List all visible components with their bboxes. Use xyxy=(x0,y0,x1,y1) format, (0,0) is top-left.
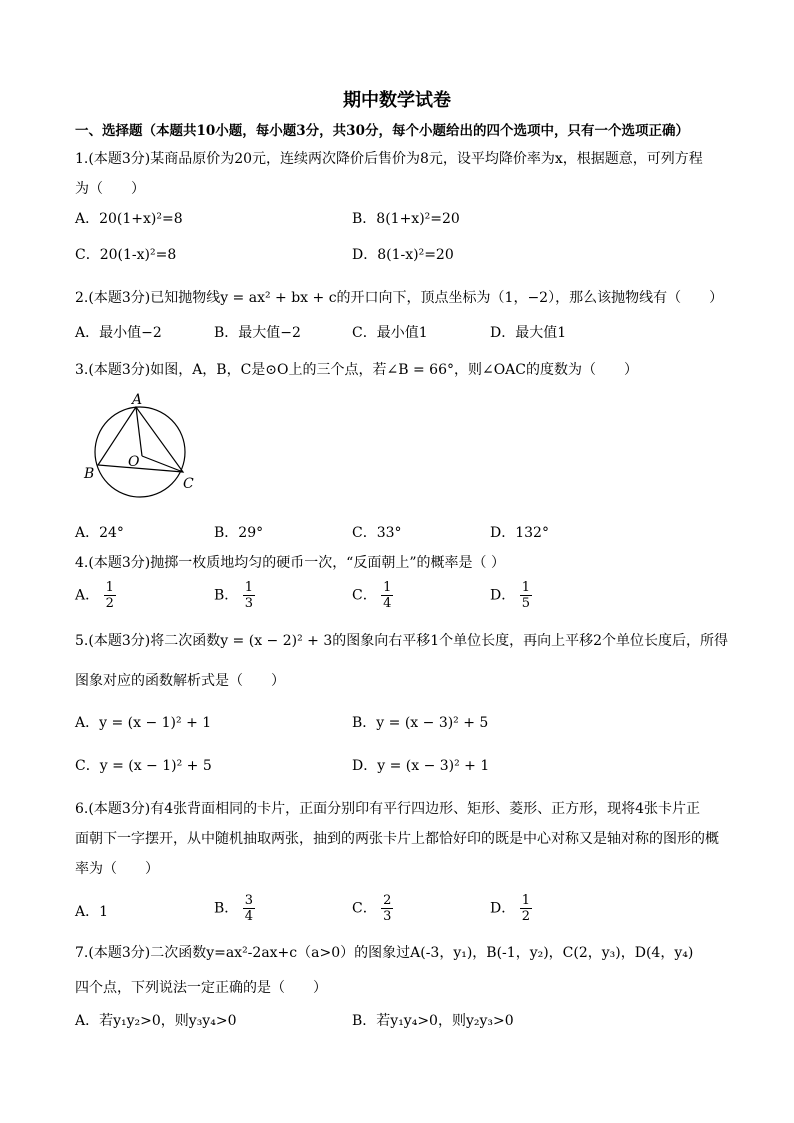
section-heading: 一、选择题（本题共10小题，每小题3分，共30分，每个小题给出的四个选项中，只有一个选项正确） xyxy=(75,123,689,139)
q6-option-c-fraction: $\frac{2}{3}$ xyxy=(383,893,392,924)
circle-o xyxy=(95,407,185,497)
question-1-text: 1.(本题3分)某商品原价为20元，连续两次降价后售价为8元，设平均降价率为x，根据题意，可列方程 xyxy=(75,151,703,167)
q4-option-d-fraction: $\frac{1}{5}$ xyxy=(521,580,530,611)
q5-option-c[interactable]: C．y = (x − 1)² + 5 xyxy=(75,758,212,774)
question-4-text: 4.(本题3分)抛掷一枚质地均匀的硬币一次，“反面朝上”的概率是（ ） xyxy=(75,555,505,571)
question-2-text: 2.(本题3分)已知抛物线y = ax² + bx + c的开口向下，顶点坐标为（1，−2），那么该抛物线有（ ） xyxy=(75,290,724,306)
q4-option-c[interactable] xyxy=(352,580,393,611)
page-title: 期中数学试卷 xyxy=(343,90,451,111)
q4-option-c-fraction: $\frac{1}{4}$ xyxy=(383,580,392,611)
q3-option-b[interactable]: B．29° xyxy=(214,525,264,541)
q4-option-d-label: D． xyxy=(490,587,516,604)
label-b: B xyxy=(84,466,95,482)
q2-option-a[interactable]: A．最小值−2 xyxy=(75,325,162,341)
q6-option-c-label: C． xyxy=(352,900,377,917)
q4-option-a-label: A． xyxy=(75,587,100,604)
label-o: O xyxy=(128,454,140,470)
q2-option-c[interactable]: C．最小值1 xyxy=(352,325,428,341)
q4-option-a-fraction: $\frac{1}{2}$ xyxy=(105,580,114,611)
q4-option-a[interactable] xyxy=(75,580,116,611)
q1-option-a[interactable]: A．20(1+x)²=8 xyxy=(75,211,183,227)
q4-option-b[interactable] xyxy=(214,580,255,611)
q4-option-b-label: B． xyxy=(214,587,239,604)
label-a: A xyxy=(132,392,143,408)
q1-option-d[interactable]: D．8(1-x)²=20 xyxy=(352,247,454,263)
q6-option-d-label: D． xyxy=(490,900,516,917)
q4-option-d[interactable] xyxy=(490,580,532,611)
circle-figure xyxy=(80,392,210,504)
question-6-text-cont2: 率为（ ） xyxy=(75,861,159,877)
q6-option-a[interactable]: A．1 xyxy=(75,904,109,920)
q6-option-d[interactable] xyxy=(490,893,532,924)
q6-option-b-fraction: $\frac{3}{4}$ xyxy=(244,893,254,924)
q6-option-b-label: B． xyxy=(214,900,239,917)
q4-option-b-fraction: $\frac{1}{3}$ xyxy=(244,580,254,611)
q4-option-c-label: C． xyxy=(352,587,377,604)
question-6-text-cont: 面朝下一字摆开，从中随机抽取两张，抽到的两张卡片上都恰好印的既是中心对称又是轴对称的图形的概 xyxy=(75,831,719,847)
question-5-text: 5.(本题3分)将二次函数y = (x − 2)² + 3的图象向右平移1个单位长度，再向上平移2个单位长度后，所得 xyxy=(75,633,729,649)
question-1-text-cont: 为（ ） xyxy=(75,181,145,197)
q3-option-a[interactable]: A．24° xyxy=(75,525,124,541)
q2-option-b[interactable]: B．最大值−2 xyxy=(214,325,301,341)
q5-option-b[interactable]: B．y = (x − 3)² + 5 xyxy=(352,715,489,731)
q6-option-b[interactable] xyxy=(214,893,255,924)
q6-option-c[interactable] xyxy=(352,893,393,924)
q1-option-b[interactable]: B．8(1+x)²=20 xyxy=(352,211,460,227)
q2-option-d[interactable]: D．最大值1 xyxy=(490,325,567,341)
question-7-text-cont: 四个点，下列说法一定正确的是（ ） xyxy=(75,980,327,996)
question-7-text: 7.(本题3分)二次函数y=ax²-2ax+c（a>0）的图象过A(-3，y₁)，B(-1，y₂)，C(2，y₃)，D(4，y₄) xyxy=(75,945,694,961)
q1-option-c[interactable]: C．20(1-x)²=8 xyxy=(75,247,177,263)
question-6-text: 6.(本题3分)有4张背面相同的卡片，正面分别印有平行四边形、矩形、菱形、正方形，现将4张卡片正 xyxy=(75,801,701,817)
q3-option-d[interactable]: D．132° xyxy=(490,525,549,541)
q3-option-c[interactable]: C．33° xyxy=(352,525,402,541)
q7-option-b[interactable]: B．若y₁y₄>0，则y₂y₃>0 xyxy=(352,1013,514,1029)
question-5-text-cont: 图象对应的函数解析式是（ ） xyxy=(75,673,285,689)
q5-option-a[interactable]: A．y = (x − 1)² + 1 xyxy=(75,715,212,731)
q5-option-d[interactable]: D．y = (x − 3)² + 1 xyxy=(352,758,490,774)
q7-option-a[interactable]: A．若y₁y₂>0，则y₃y₄>0 xyxy=(75,1013,237,1029)
q6-option-d-fraction: $\frac{1}{2}$ xyxy=(521,893,530,924)
label-c: C xyxy=(183,476,194,492)
question-3-text: 3.(本题3分)如图，A，B，C是⊙O上的三个点，若∠B = 66°，则∠OAC的度数为（ ） xyxy=(75,362,638,378)
